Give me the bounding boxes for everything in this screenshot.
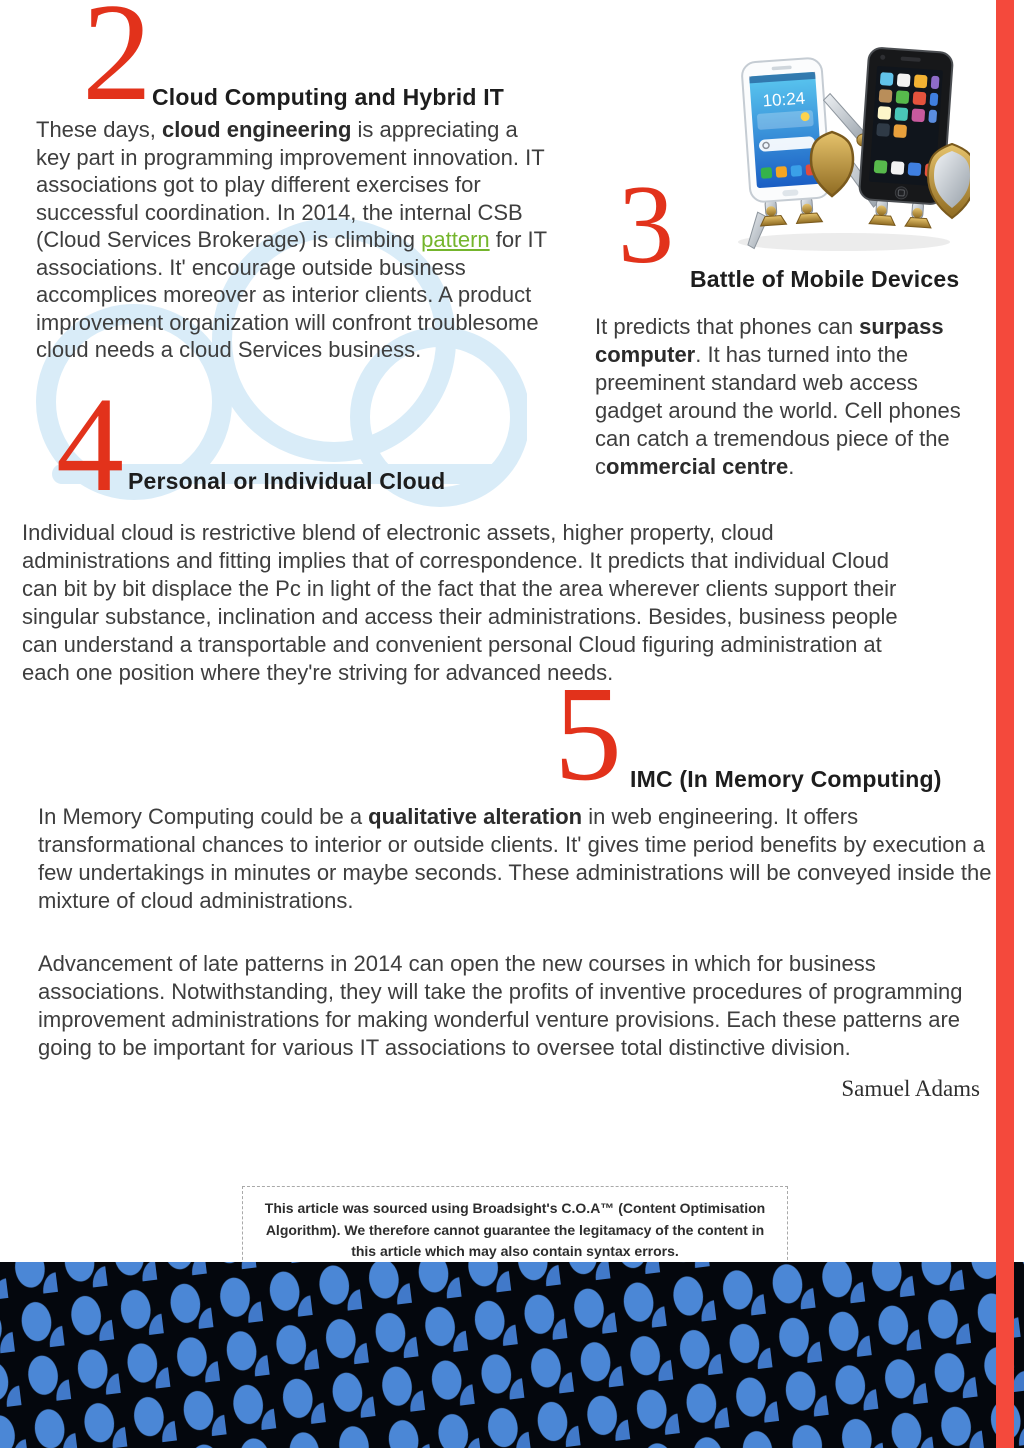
shadow: [738, 233, 950, 251]
emphasized-text: surpass computer: [595, 314, 944, 367]
phone-clock-text: 10:24: [761, 88, 806, 111]
text-segment: in web engineering. It offers transformational chances to interior or outside clients. It' gives time period benefits by execution a few undertakings in minutes or maybe seconds. These administrations will be conveyed inside the mixture of cloud administrations.: [38, 804, 992, 913]
paragraph-personal-cloud: [22, 519, 906, 687]
paragraph-mobile-devices: [595, 313, 973, 481]
text-segment: for IT associations. It' encourage outside business accomplices moreover as interior clients. A product improvement organization will confront troublesome cloud needs a cloud Services business.: [36, 227, 547, 362]
text-segment: .: [788, 454, 795, 479]
section-numeral-3: 3: [618, 163, 674, 287]
section-title-cloud-computing: Cloud Computing and Hybrid IT: [152, 84, 505, 110]
text-segment: is appreciating a key part in programming improvement innovation. IT associations got to play different exercises for successful coordination. In 2014, the internal CSB (Cloud Services Brokerage) is climbing: [36, 117, 545, 252]
paragraph-cloud-computing: [36, 116, 558, 364]
mobile-battle-illustration: [716, 46, 970, 254]
text-segment: It predicts that phones can: [595, 314, 860, 339]
emphasized-text: qualitative alteration: [368, 804, 583, 829]
red-side-bar: [996, 0, 1014, 1448]
pattern-link[interactable]: pattern: [421, 227, 490, 252]
section-numeral-2: 2: [82, 0, 152, 130]
text-segment: These days,: [36, 117, 162, 142]
disclaimer-box: This article was sourced using Broadsight's C.O.A™ (Content Optimisation Algorithm). We therefore cannot guarantee the legitamacy of the content in this article which may also contain syntax errors.: [242, 1186, 788, 1275]
section-numeral-4: 4: [56, 370, 124, 520]
text-segment: Advancement of late patterns in 2014 can open the new courses in which for business associations. Notwithstanding, they will take the profits of inventive procedures of programming improvement administrations for making wonderful venture provisions. Each these patterns are going to be important for various IT associations to oversee total distinctive division.: [38, 951, 963, 1060]
halftone-dot-pattern: [0, 1262, 1024, 1448]
section-numeral-5: 5: [554, 659, 622, 809]
silver-shield-icon: [928, 144, 970, 218]
halftone-footer-image: [0, 1262, 1024, 1448]
emphasized-text: ommercial centre: [606, 454, 789, 479]
paragraph-imc: [38, 803, 992, 915]
text-segment: In Memory Computing could be a: [38, 804, 369, 829]
closing-paragraph: [38, 950, 986, 1062]
text-segment: Individual cloud is restrictive blend of electronic assets, higher property, cloud administrations and fitting implies that of correspondence. It predicts that individual Cloud can bit by bit displace the Pc in light of the fact that the area wherever clients support their singular substance, inclination and access their administrations. Besides, business people can understand a transportable and convenient personal Cloud figuring administration at each one position where they're striving for advanced needs.: [22, 520, 898, 685]
section-title-imc: IMC (In Memory Computing): [630, 766, 942, 792]
section-title-personal-cloud: Personal or Individual Cloud: [128, 468, 446, 494]
text-segment: . It has turned into the preeminent standard web access gadget around the world. Cell phones can catch a tremendous piece of the c: [595, 342, 961, 479]
emphasized-text: cloud engineering: [161, 117, 352, 142]
section-title-mobile-devices: Battle of Mobile Devices: [690, 266, 960, 292]
author-signature: Samuel Adams: [841, 1076, 980, 1101]
